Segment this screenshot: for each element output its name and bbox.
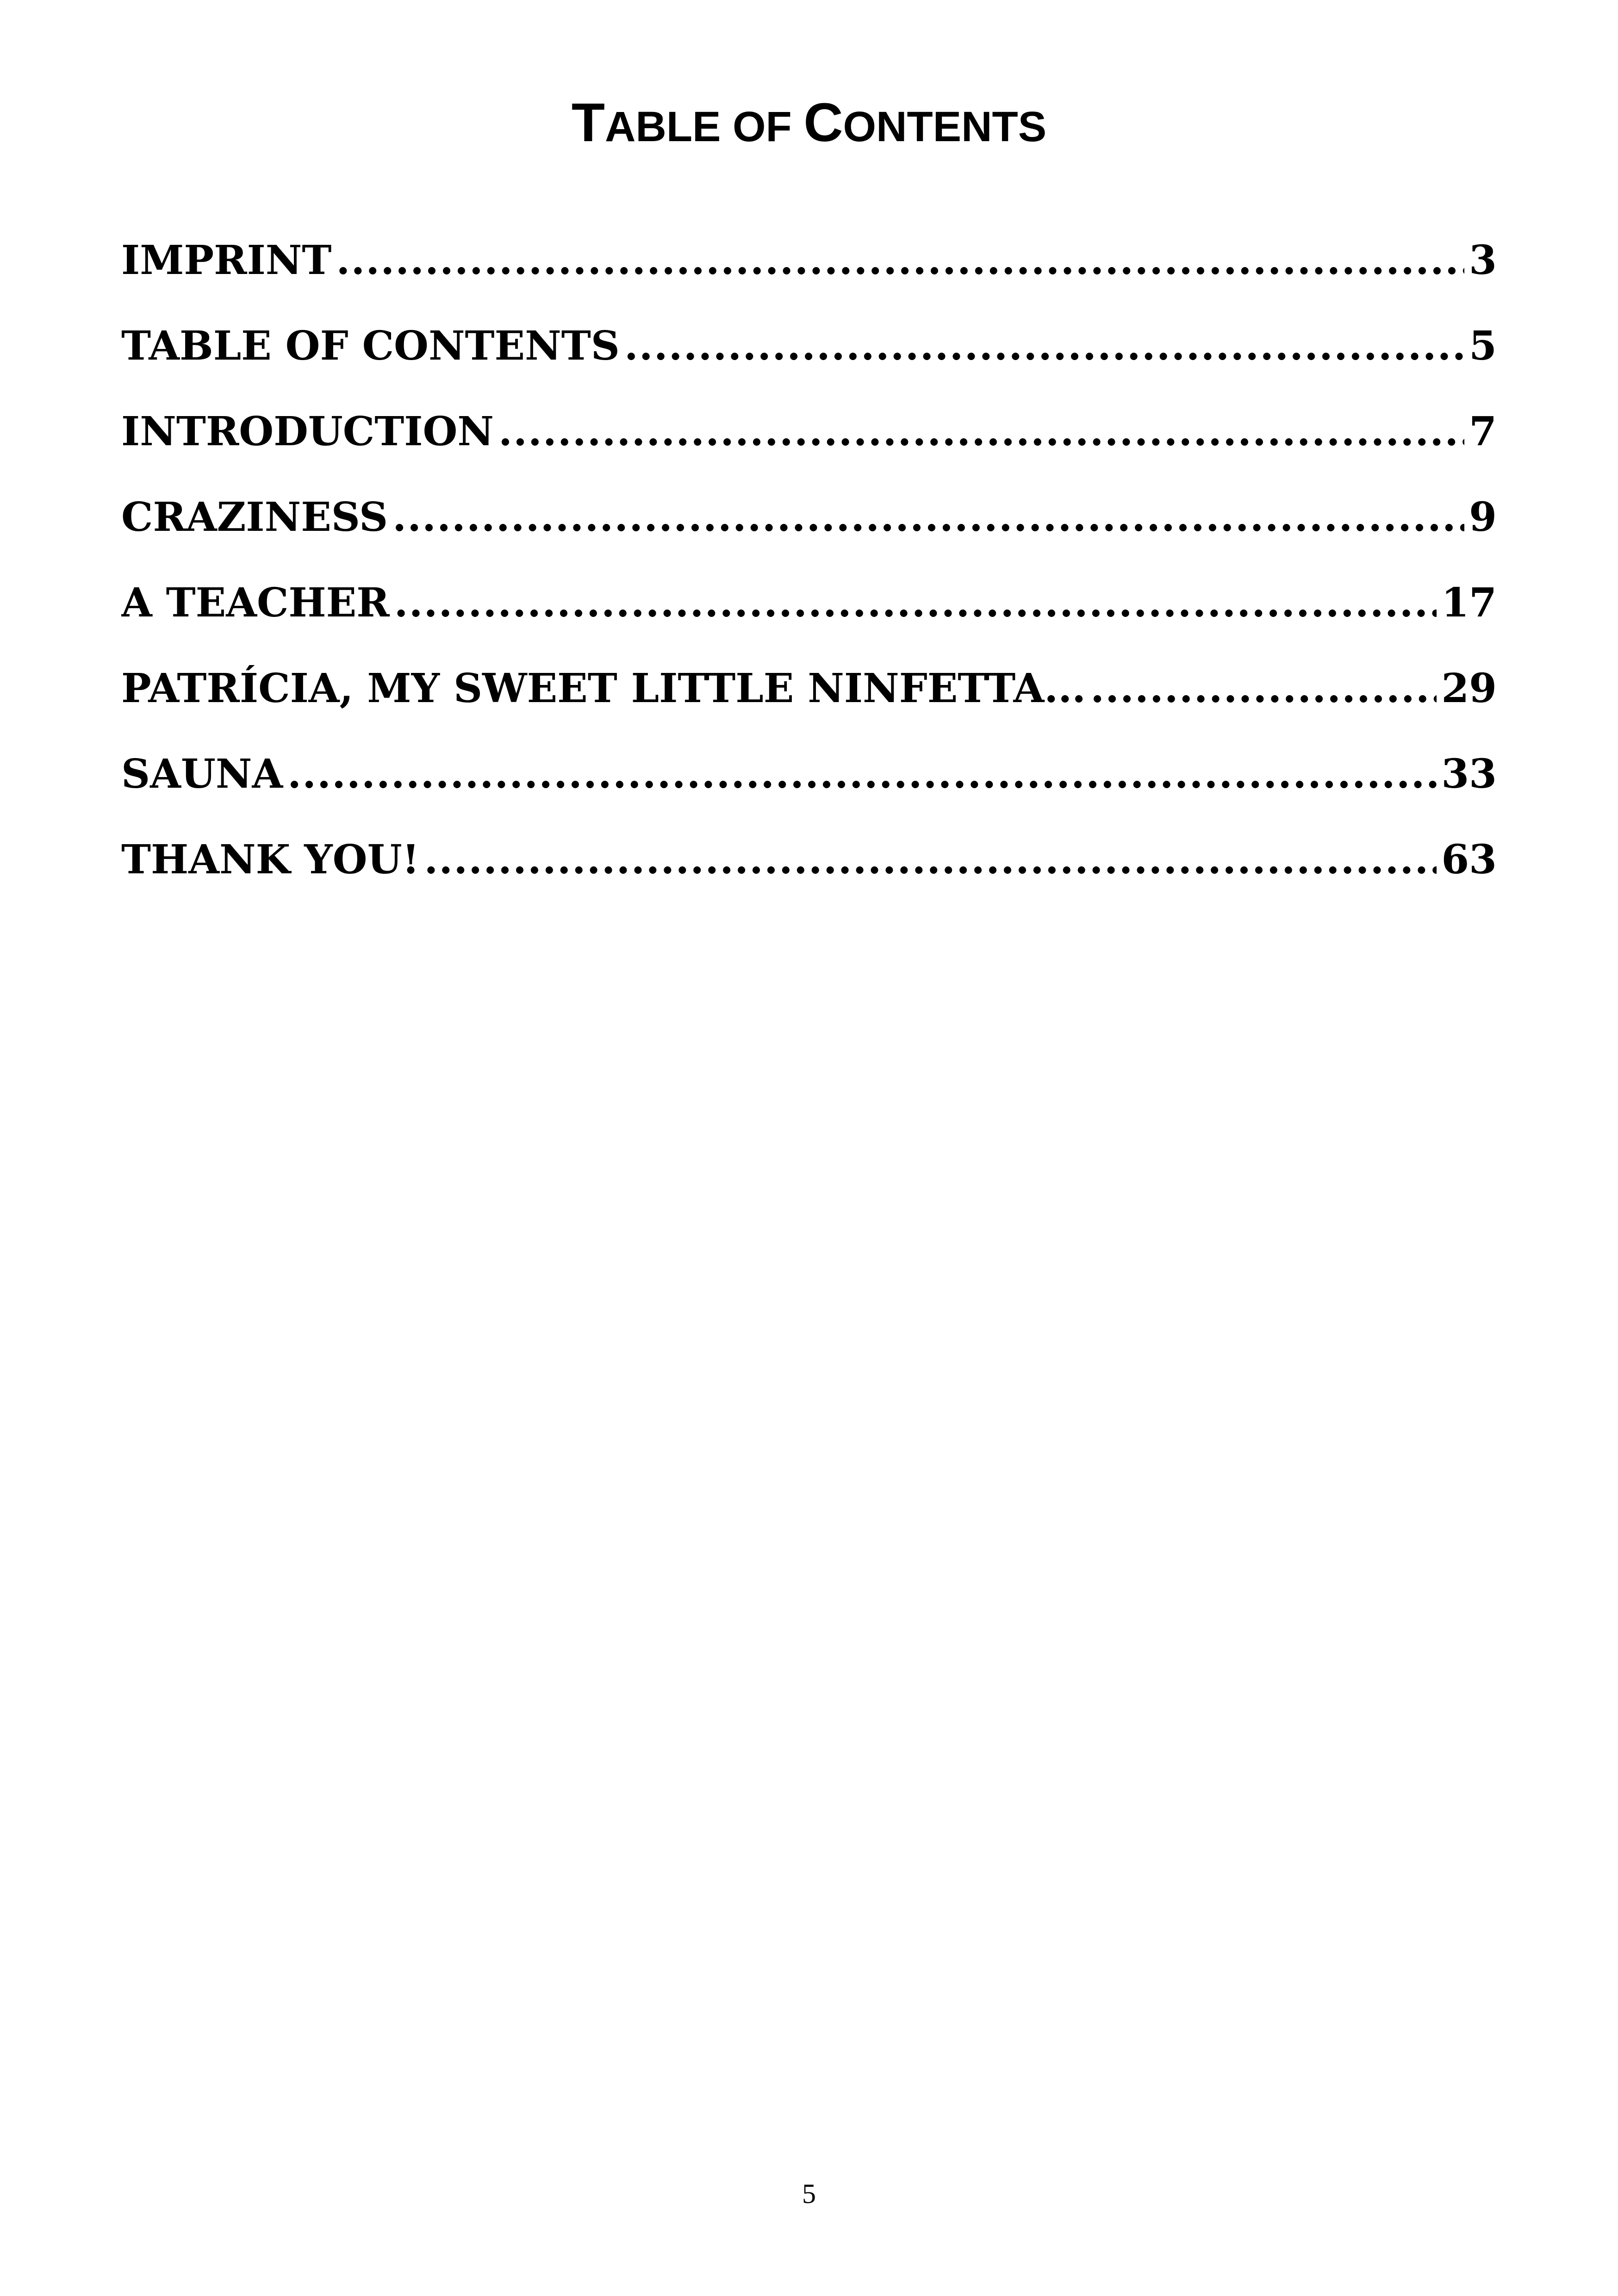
toc-entry-page: 63 [1441,836,1497,883]
title-initial-c: C [803,92,843,153]
toc-entry-title: CRAZINESS [121,494,388,541]
toc-entry-introduction[interactable] [121,402,1497,487]
toc-leader-dots [498,402,1464,462]
toc-entry-page: 5 [1469,323,1497,369]
title-rest-able-of: ABLE OF [604,103,804,150]
toc-leader-dots [392,487,1464,548]
toc-entry-title: INTRODUCTION [121,408,494,455]
toc-entry-page: 9 [1469,494,1497,541]
toc-entry-page: 33 [1441,751,1497,797]
toc-entry-title: TABLE OF CONTENTS [121,323,620,369]
toc-entry-page: 7 [1469,408,1497,455]
toc-leader-dots [624,316,1464,376]
toc-entry-page: 3 [1469,237,1497,284]
toc-entry-sauna[interactable] [121,744,1497,830]
toc-leader-dots [424,830,1437,890]
toc-entry-page: 29 [1441,665,1497,712]
page-title [0,92,1618,155]
title-rest-ontents: ONTENTS [843,103,1047,150]
toc-entry-title: A TEACHER [121,579,390,626]
toc-entry-craziness[interactable] [121,487,1497,573]
toc-leader-dots [1090,659,1437,719]
toc-entry-thank-you[interactable] [121,830,1497,915]
toc-entry-title: IMPRINT [121,237,332,284]
toc-leader-dots [287,744,1437,804]
toc-entry-title: THANK YOU! [121,836,420,883]
toc-entry-a-teacher[interactable] [121,573,1497,659]
table-of-contents [121,230,1497,915]
toc-entry-title: PATRÍCIA, MY SWEET LITTLE NINFETTA... [121,665,1086,712]
toc-leader-dots [394,573,1437,633]
toc-leader-dots [336,230,1464,291]
title-initial-t: T [571,92,605,153]
toc-entry-imprint[interactable] [121,230,1497,316]
toc-entry-title: SAUNA [121,751,283,797]
toc-entry-patricia[interactable] [121,659,1497,744]
toc-entry-table-of-contents[interactable] [121,316,1497,402]
footer-page-number: 5 [802,2178,816,2209]
toc-entry-page: 17 [1441,579,1497,626]
